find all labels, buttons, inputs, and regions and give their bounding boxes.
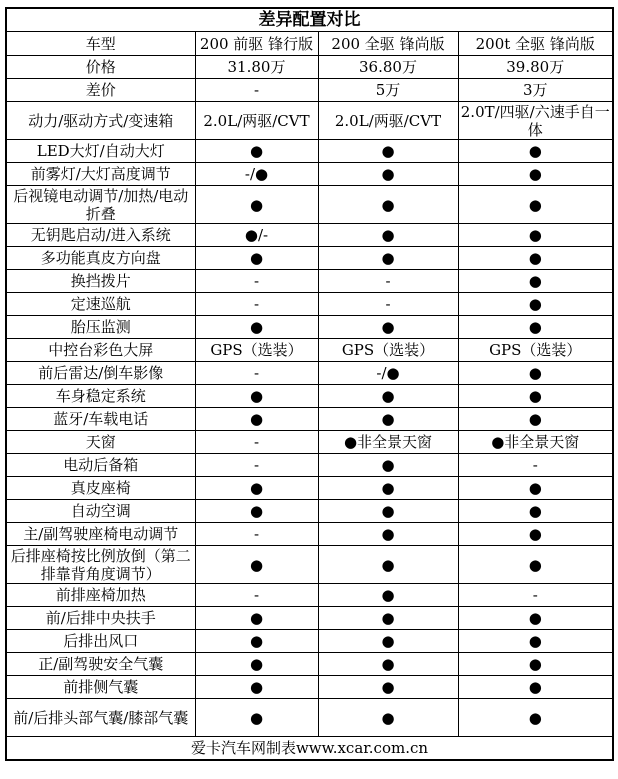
row-label: 前排座椅加热: [6, 584, 195, 607]
row-value: ●/-: [195, 224, 318, 247]
header-trim-1: 200 前驱 锋行版: [195, 32, 318, 56]
row-value: ●: [318, 607, 458, 630]
table-row: [6, 316, 613, 339]
row-value: ●: [318, 653, 458, 676]
row-value: -: [195, 79, 318, 102]
table-row: [6, 500, 613, 523]
row-value: ●: [195, 247, 318, 270]
table-row: [6, 546, 613, 584]
row-value: ●: [318, 546, 458, 584]
row-value: 39.80万: [458, 56, 613, 79]
row-label: 换挡拨片: [6, 270, 195, 293]
row-label: 价格: [6, 56, 195, 79]
row-value: -: [458, 454, 613, 477]
row-value: ●: [458, 293, 613, 316]
table-row: [6, 224, 613, 247]
row-value: ●: [458, 477, 613, 500]
row-label: LED大灯/自动大灯: [6, 140, 195, 163]
row-value: 2.0T/四驱/六速手自一体: [458, 102, 613, 140]
row-value: ●: [458, 224, 613, 247]
table-row: [6, 270, 613, 293]
row-value: ●: [458, 270, 613, 293]
row-value: ●: [318, 523, 458, 546]
row-value: ●: [195, 630, 318, 653]
row-label: 后视镜电动调节/加热/电动折叠: [6, 186, 195, 224]
row-value: ●: [458, 316, 613, 339]
table-row: [6, 385, 613, 408]
row-label: 天窗: [6, 431, 195, 454]
table-row: [6, 653, 613, 676]
row-value: -: [195, 270, 318, 293]
row-label: 车身稳定系统: [6, 385, 195, 408]
row-value: -: [318, 293, 458, 316]
row-value: ●: [458, 607, 613, 630]
row-value: ●: [318, 408, 458, 431]
table-row: [6, 408, 613, 431]
row-value: ●: [195, 186, 318, 224]
row-value: -/●: [195, 163, 318, 186]
table-row: [6, 523, 613, 546]
row-value: -: [195, 454, 318, 477]
row-value: ●: [318, 500, 458, 523]
row-value: 2.0L/两驱/CVT: [318, 102, 458, 140]
table-row: [6, 477, 613, 500]
row-value: ●: [458, 676, 613, 699]
row-value: GPS（选装）: [195, 339, 318, 362]
row-value: 5万: [318, 79, 458, 102]
row-label: 真皮座椅: [6, 477, 195, 500]
row-value: ●: [318, 316, 458, 339]
row-value: GPS（选装）: [458, 339, 613, 362]
row-value: ●: [318, 247, 458, 270]
table-footer-row: [6, 737, 613, 761]
row-value: -: [195, 293, 318, 316]
row-label: 后排座椅按比例放倒（第二排靠背角度调节）: [6, 546, 195, 584]
row-value: ●: [318, 454, 458, 477]
row-label: 多功能真皮方向盘: [6, 247, 195, 270]
row-label: 主/副驾驶座椅电动调节: [6, 523, 195, 546]
row-value: ●: [195, 546, 318, 584]
row-value: ●: [195, 408, 318, 431]
table-row: [6, 676, 613, 699]
table-row: [6, 102, 613, 140]
row-label: 前/后排头部气囊/膝部气囊: [6, 699, 195, 737]
row-value: ●: [458, 653, 613, 676]
row-value: 3万: [458, 79, 613, 102]
table-header-row: [6, 32, 613, 56]
row-label: 差价: [6, 79, 195, 102]
row-value: ●: [318, 676, 458, 699]
row-label: 电动后备箱: [6, 454, 195, 477]
row-value: ●: [195, 653, 318, 676]
table-row: [6, 362, 613, 385]
row-value: ●: [195, 607, 318, 630]
table-title: 差异配置对比: [6, 8, 613, 32]
row-value: ●: [318, 140, 458, 163]
table-title-row: [6, 8, 613, 32]
footer-credit: 爱卡汽车网制表www.xcar.com.cn: [6, 737, 613, 761]
row-value: 36.80万: [318, 56, 458, 79]
row-value: ●非全景天窗: [318, 431, 458, 454]
row-value: ●: [318, 385, 458, 408]
row-value: ●: [195, 477, 318, 500]
row-label: 中控台彩色大屏: [6, 339, 195, 362]
row-value: ●: [318, 186, 458, 224]
row-value: ●非全景天窗: [458, 431, 613, 454]
row-value: ●: [458, 523, 613, 546]
table-row: [6, 699, 613, 737]
row-value: ●: [318, 224, 458, 247]
table-row: [6, 454, 613, 477]
row-label: 胎压监测: [6, 316, 195, 339]
row-value: ●: [458, 699, 613, 737]
row-value: ●: [318, 699, 458, 737]
row-label: 前排侧气囊: [6, 676, 195, 699]
header-model-label: 车型: [6, 32, 195, 56]
row-value: ●: [318, 630, 458, 653]
row-value: ●: [195, 316, 318, 339]
row-value: ●: [195, 500, 318, 523]
row-value: ●: [458, 500, 613, 523]
row-value: -: [195, 431, 318, 454]
table-row: [6, 431, 613, 454]
row-value: ●: [458, 163, 613, 186]
row-label: 蓝牙/车载电话: [6, 408, 195, 431]
row-value: ●: [458, 385, 613, 408]
row-label: 动力/驱动方式/变速箱: [6, 102, 195, 140]
header-trim-3: 200t 全驱 锋尚版: [458, 32, 613, 56]
row-value: -: [195, 523, 318, 546]
header-trim-2: 200 全驱 锋尚版: [318, 32, 458, 56]
row-value: ●: [195, 699, 318, 737]
row-value: GPS（选装）: [318, 339, 458, 362]
row-value: ●: [458, 140, 613, 163]
row-value: -/●: [318, 362, 458, 385]
table-row: [6, 339, 613, 362]
row-value: ●: [195, 140, 318, 163]
row-value: ●: [458, 630, 613, 653]
row-value: -: [318, 270, 458, 293]
row-value: ●: [458, 546, 613, 584]
table-row: [6, 247, 613, 270]
row-label: 前后雷达/倒车影像: [6, 362, 195, 385]
row-value: ●: [458, 247, 613, 270]
row-value: ●: [318, 163, 458, 186]
table-row: [6, 584, 613, 607]
row-value: ●: [458, 362, 613, 385]
row-label: 定速巡航: [6, 293, 195, 316]
table-row: [6, 630, 613, 653]
row-value: 31.80万: [195, 56, 318, 79]
row-label: 后排出风口: [6, 630, 195, 653]
config-table-body: [6, 8, 613, 760]
table-row: [6, 293, 613, 316]
row-label: 自动空调: [6, 500, 195, 523]
table-row: [6, 140, 613, 163]
row-value: 2.0L/两驱/CVT: [195, 102, 318, 140]
comparison-table: [5, 7, 614, 761]
row-label: 前/后排中央扶手: [6, 607, 195, 630]
row-value: ●: [318, 477, 458, 500]
row-value: -: [195, 362, 318, 385]
row-label: 前雾灯/大灯高度调节: [6, 163, 195, 186]
row-value: -: [195, 584, 318, 607]
table-row: [6, 79, 613, 102]
table-row: [6, 607, 613, 630]
row-value: ●: [195, 676, 318, 699]
table-row: [6, 186, 613, 224]
row-value: ●: [195, 385, 318, 408]
table-row: [6, 56, 613, 79]
row-value: ●: [318, 584, 458, 607]
row-value: ●: [458, 186, 613, 224]
row-value: -: [458, 584, 613, 607]
row-label: 无钥匙启动/进入系统: [6, 224, 195, 247]
row-label: 正/副驾驶安全气囊: [6, 653, 195, 676]
table-row: [6, 163, 613, 186]
row-value: ●: [458, 408, 613, 431]
